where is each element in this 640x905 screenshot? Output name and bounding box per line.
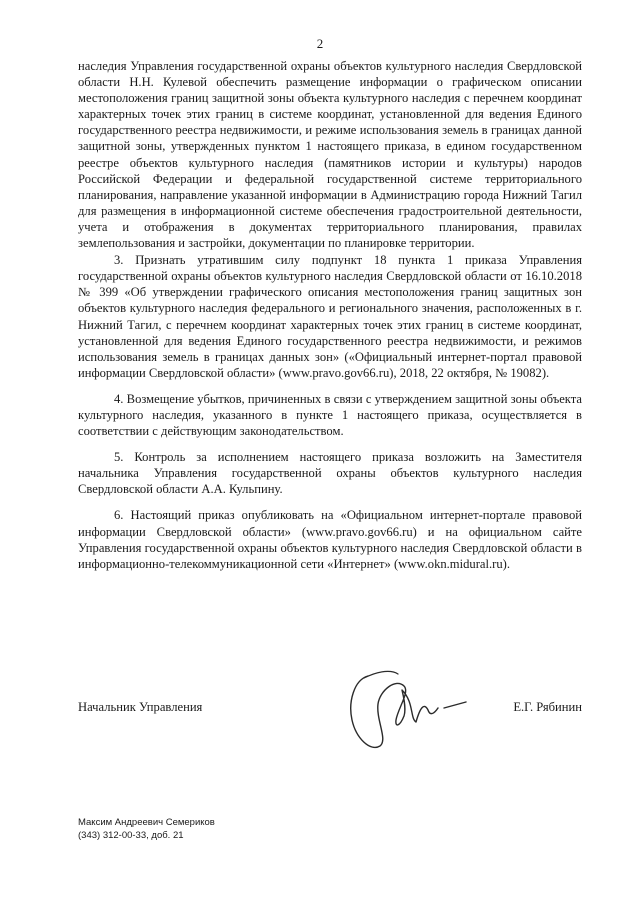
paragraph-6: 6. Настоящий приказ опубликовать на «Официальном интернет-портале правовой информации Свердловской области» (www.pravo.gov66.ru) и на официальном сайте Управления государственной охраны объектов культурного наследия Свердловской области в информационно-телекоммуникационной сети «Интернет» (www.okn.midural.ru).	[78, 508, 582, 571]
signature-row	[78, 700, 582, 720]
page-number: 2	[316, 36, 324, 51]
executor-name: Максим Андреевич Семериков	[78, 817, 215, 828]
paragraph-continuation: наследия Управления государственной охраны объектов культурного наследия Свердловской области Н.Н. Кулевой обеспечить размещение информации о графическом описании местоположения границ защитной зоны объекта культурного наследия с перечнем координат характерных точек этих границ в системе координат, установленной для ведения Единого государственного реестра недвижимости, и режиме использования земель в границах данной защитной зоны, утвержденных пунктом 1 настоящего приказа, в едином государственном реестре объектов культурного наследия (памятников истории и культуры) народов Российской Федерации и федеральной государственной системе территориального планирования, направление указанной информации в Администрацию города Нижний Тагил для размещения в информационной системе обеспечения градостроительной деятельности, учета и отображения в документах территориального планирования, правилах землепользования и застройки, документации по планировке территории.	[78, 59, 582, 251]
paragraph-4: 4. Возмещение убытков, причиненных в связи с утверждением защитной зоны объекта культурного наследия, указанного в пункте 1 настоящего приказа, осуществляется в соответствии с действующим законодательством.	[78, 391, 582, 439]
paragraph-5: 5. Контроль за исполнением настоящего приказа возложить на Заместителя начальника Управления государственной охраны объектов культурного наследия Свердловской области А.А. Кульпину.	[78, 450, 582, 497]
document-body	[78, 58, 582, 572]
handwritten-signature	[340, 668, 470, 758]
executor-phone: (343) 312-00-33, доб. 21	[78, 830, 184, 841]
executor-block	[78, 816, 215, 842]
signatory-title: Начальник Управления	[78, 700, 203, 714]
paragraph-3: 3. Признать утратившим силу подпункт 18 пункта 1 приказа Управления государственной охраны объектов культурного наследия Свердловской области от 16.10.2018 № 399 «Об утверждении графического описания местоположения границ защитных зон объектов культурного наследия федерального и регионального значения, расположенных в г. Нижний Тагил, с перечнем координат характерных точек этих границ в системе координат, установленной для ведения Единого государственного реестра недвижимости, и режимов использования земель в границах данных зон» («Официальный интернет-портал правовой информации Свердловской области» (www.pravo.gov66.ru), 2018, 22 октября, № 19082).	[78, 253, 582, 380]
signatory-name: Е.Г. Рябинин	[513, 700, 582, 714]
